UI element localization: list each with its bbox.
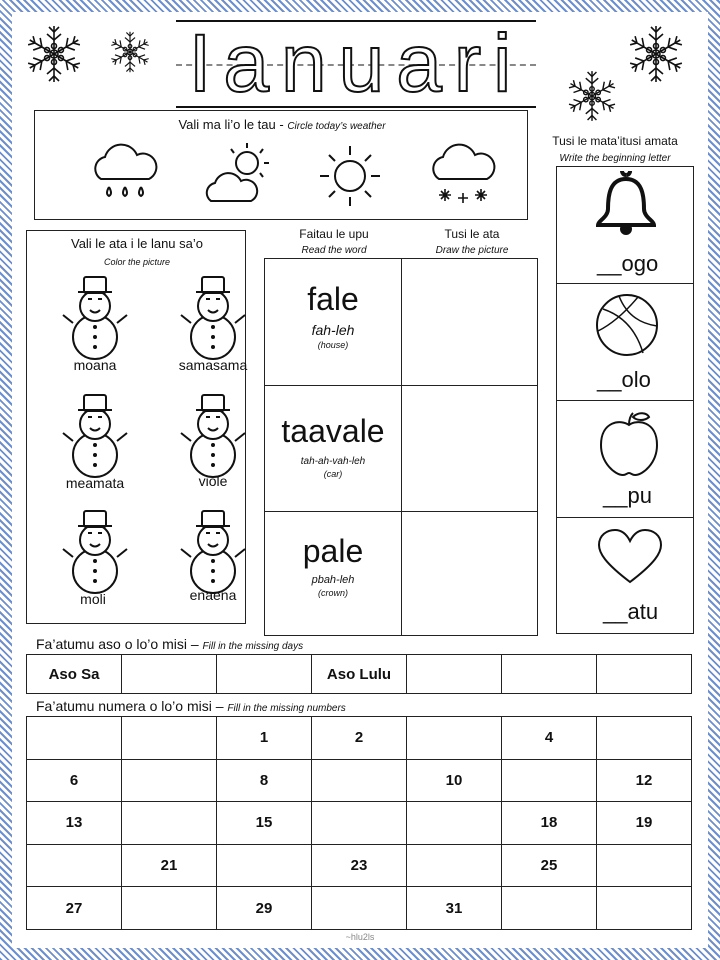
snowman-label: enaena bbox=[189, 587, 237, 603]
snowman-label: viole bbox=[198, 473, 228, 489]
number-cell[interactable]: 21 bbox=[122, 844, 217, 887]
number-cell[interactable]: 12 bbox=[597, 759, 692, 802]
title-banner bbox=[176, 18, 536, 110]
color-subheading: Color the picture bbox=[103, 257, 171, 267]
draw-subheading: Draw the picture bbox=[435, 245, 509, 256]
word-pronunciation: fah-leh bbox=[311, 322, 355, 338]
snowflake-icon bbox=[560, 64, 624, 128]
word: taavale bbox=[281, 413, 385, 449]
footer-credit: ~hlu2ls bbox=[345, 932, 375, 942]
snowman-label: moli bbox=[80, 591, 106, 607]
number-cell[interactable] bbox=[597, 717, 692, 760]
day-cell[interactable] bbox=[502, 655, 597, 694]
word-meaning: (house) bbox=[317, 340, 349, 350]
number-cell[interactable] bbox=[217, 844, 312, 887]
snowman-label: moana bbox=[73, 357, 117, 373]
snowflake-icon bbox=[620, 18, 692, 90]
number-cell[interactable] bbox=[122, 802, 217, 845]
word-cell bbox=[265, 413, 401, 479]
snowman-icon[interactable] bbox=[57, 507, 133, 597]
read-subheading: Read the word bbox=[301, 245, 367, 256]
number-cell[interactable]: 31 bbox=[407, 887, 502, 930]
letter-blank[interactable]: __ogo bbox=[597, 251, 659, 276]
snowman-icon[interactable] bbox=[175, 391, 251, 481]
rain-cloud-icon[interactable] bbox=[87, 139, 163, 209]
snowman-icon[interactable] bbox=[175, 507, 251, 597]
sun-icon[interactable] bbox=[315, 143, 385, 209]
number-cell[interactable] bbox=[597, 844, 692, 887]
number-cell[interactable] bbox=[407, 844, 502, 887]
number-cell[interactable]: 10 bbox=[407, 759, 502, 802]
number-cell[interactable]: 27 bbox=[27, 887, 122, 930]
number-cell[interactable] bbox=[597, 887, 692, 930]
snowman-icon[interactable] bbox=[57, 391, 133, 481]
snowman-icon[interactable] bbox=[57, 273, 133, 363]
day-cell[interactable] bbox=[122, 655, 217, 694]
letter-blank[interactable]: __atu bbox=[603, 599, 659, 624]
word: pale bbox=[302, 533, 364, 569]
snowflake-icon bbox=[104, 26, 156, 78]
number-cell[interactable] bbox=[27, 717, 122, 760]
number-cell[interactable] bbox=[502, 887, 597, 930]
weather-heading: Vali ma li’o le tau - bbox=[178, 117, 284, 132]
apple-icon bbox=[595, 407, 663, 477]
number-cell[interactable]: 2 bbox=[312, 717, 407, 760]
number-cell[interactable]: 19 bbox=[597, 802, 692, 845]
word-meaning: (car) bbox=[323, 469, 343, 479]
weather-box bbox=[34, 110, 528, 220]
ball-icon bbox=[593, 291, 661, 359]
number-cell[interactable]: 29 bbox=[217, 887, 312, 930]
number-cell[interactable]: 23 bbox=[312, 844, 407, 887]
day-cell[interactable]: Aso Sa bbox=[27, 655, 122, 694]
numbers-table bbox=[26, 716, 692, 930]
number-cell[interactable] bbox=[312, 887, 407, 930]
number-cell[interactable]: 6 bbox=[27, 759, 122, 802]
word-meaning: (crown) bbox=[317, 588, 348, 598]
letters-subheading: Write the beginning letter bbox=[559, 153, 671, 164]
letter-blank[interactable]: __pu bbox=[603, 483, 652, 508]
draw-area[interactable] bbox=[402, 386, 537, 511]
number-cell[interactable]: 4 bbox=[502, 717, 597, 760]
number-cell[interactable] bbox=[122, 759, 217, 802]
number-cell[interactable]: 8 bbox=[217, 759, 312, 802]
number-cell[interactable] bbox=[407, 802, 502, 845]
day-cell[interactable]: Aso Lulu bbox=[312, 655, 407, 694]
number-cell[interactable] bbox=[122, 887, 217, 930]
letter-blank[interactable]: __olo bbox=[597, 367, 651, 392]
number-cell[interactable]: 15 bbox=[217, 802, 312, 845]
day-cell[interactable] bbox=[217, 655, 312, 694]
heart-icon bbox=[595, 527, 665, 587]
number-cell[interactable] bbox=[502, 759, 597, 802]
days-subheading: Fill in the missing days bbox=[202, 641, 304, 652]
word-cell bbox=[265, 533, 401, 598]
day-cell[interactable] bbox=[407, 655, 502, 694]
page-title: Ianuari bbox=[188, 18, 524, 109]
reading-grid bbox=[264, 258, 538, 636]
number-cell[interactable] bbox=[312, 759, 407, 802]
snowman-label: meamata bbox=[65, 475, 125, 491]
number-cell[interactable]: 1 bbox=[217, 717, 312, 760]
draw-area[interactable] bbox=[402, 259, 537, 385]
word: fale bbox=[307, 281, 359, 317]
word-cell bbox=[265, 281, 401, 350]
snowman-label: samasama bbox=[178, 357, 248, 373]
bell-icon bbox=[591, 171, 661, 237]
number-cell[interactable] bbox=[312, 802, 407, 845]
numbers-heading: Fa’atumu numera o lo’o misi – bbox=[36, 698, 224, 714]
letters-box bbox=[556, 166, 694, 634]
draw-area[interactable] bbox=[402, 512, 537, 635]
day-cell[interactable] bbox=[597, 655, 692, 694]
partly-sunny-icon[interactable] bbox=[203, 141, 279, 211]
read-heading: Faitau le upu bbox=[299, 227, 369, 241]
snowflake-icon bbox=[18, 18, 90, 90]
days-heading: Fa’atumu aso o lo’o misi – bbox=[36, 636, 199, 652]
number-cell[interactable] bbox=[27, 844, 122, 887]
number-cell[interactable]: 25 bbox=[502, 844, 597, 887]
weather-subheading: Circle today’s weather bbox=[287, 121, 386, 132]
numbers-subheading: Fill in the missing numbers bbox=[227, 703, 346, 714]
color-heading: Vali le ata i le lanu sa’o bbox=[70, 236, 203, 251]
number-cell[interactable]: 18 bbox=[502, 802, 597, 845]
number-cell[interactable] bbox=[122, 717, 217, 760]
snow-cloud-icon[interactable] bbox=[425, 139, 501, 211]
draw-heading: Tusi le ata bbox=[444, 227, 500, 241]
number-cell[interactable] bbox=[407, 717, 502, 760]
word-pronunciation: pbah-leh bbox=[311, 574, 355, 586]
snowman-icon[interactable] bbox=[175, 273, 251, 363]
word-pronunciation: tah-ah-vah-leh bbox=[300, 456, 366, 467]
color-section bbox=[26, 230, 246, 624]
days-table bbox=[26, 654, 692, 694]
letters-heading: Tusi le mata’itusi amata bbox=[552, 134, 678, 148]
number-cell[interactable]: 13 bbox=[27, 802, 122, 845]
